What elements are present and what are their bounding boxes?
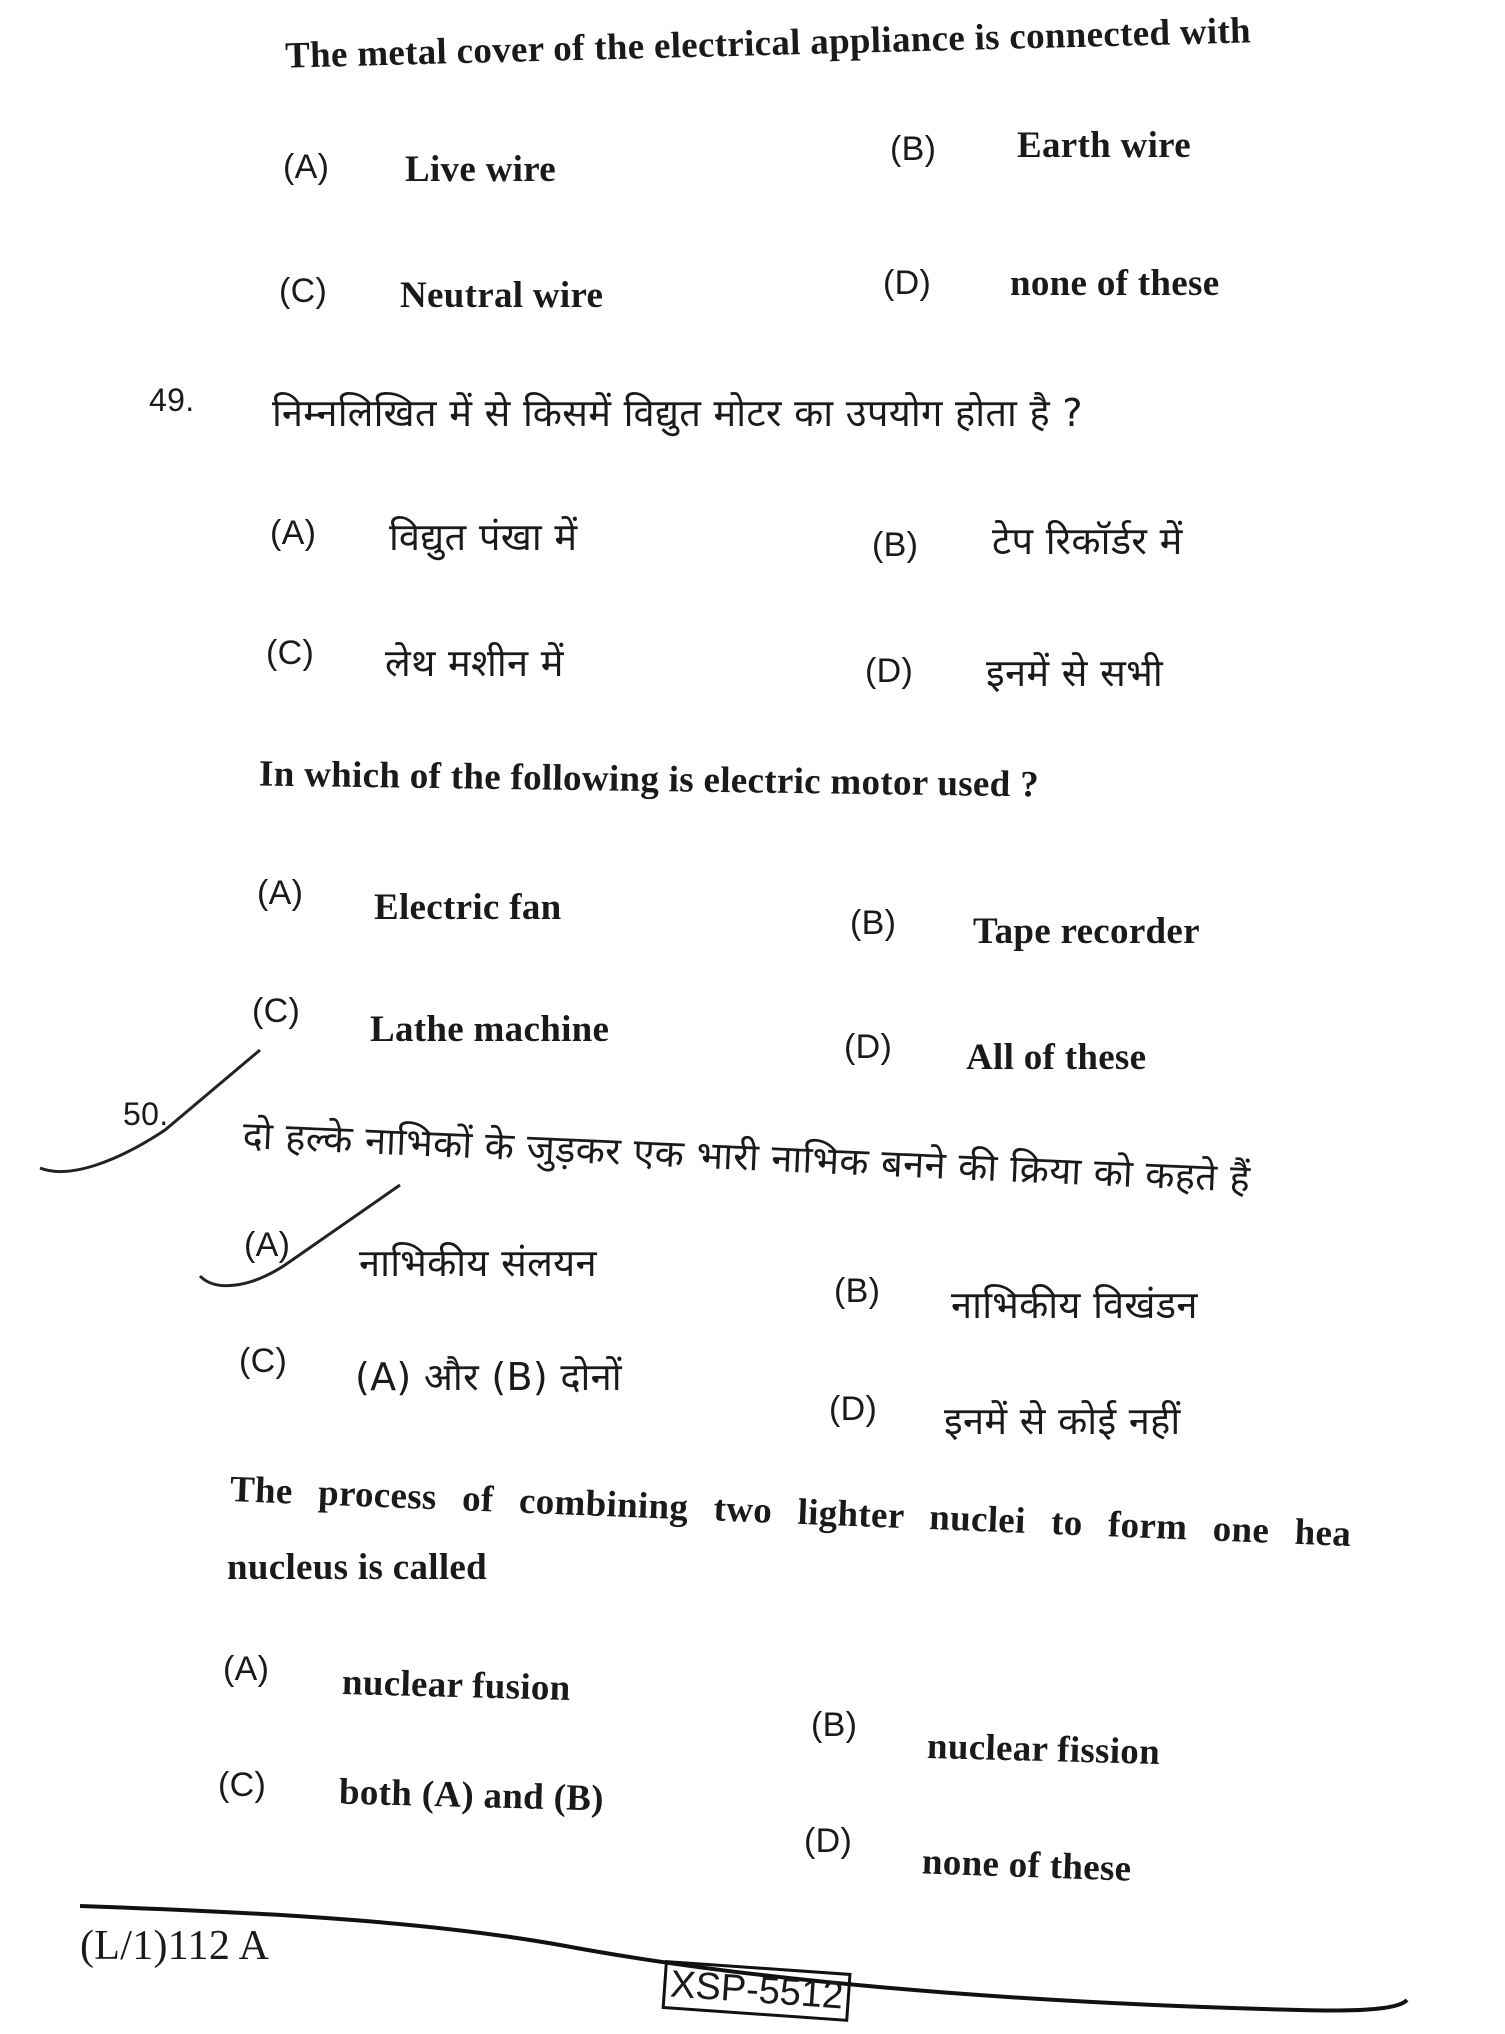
q50-en-option-d: none of these [921, 1841, 1133, 1890]
q49-hi-option-d: इनमें से सभी [986, 651, 1163, 695]
q50-question-english-line1: The process of combining two lighter nuclei to form one hea [229, 1468, 1352, 1555]
q49-hi-option-a: विद्युत पंखा में [389, 515, 578, 559]
q49-en-option-d: All of these [966, 1037, 1147, 1078]
q50-hi-option-a-label: (A) [244, 1226, 291, 1264]
q50-en-option-a-label: (A) [223, 1650, 270, 1688]
q49-question-hindi: निम्नलिखित में से किसमें विद्युत मोटर का उपयोग होता है ? [272, 391, 1083, 435]
q50-en-option-b: nuclear fission [926, 1725, 1161, 1774]
q50-en-option-c-label: (C) [218, 1766, 267, 1804]
q48-option-d-label: (D) [883, 264, 932, 302]
q49-en-option-a-label: (A) [257, 874, 304, 912]
q48-question: The metal cover of the electrical appliance is connected with [284, 10, 1252, 77]
q50-question-english-line2: nucleus is called [227, 1547, 488, 1588]
q49-question-english: In which of the following is electric motor used ? [258, 753, 1040, 806]
q48-option-c-label: (C) [279, 272, 328, 310]
q50-question-hindi: दो हल्के नाभिकों के जुड़कर एक भारी नाभिक बनने की क्रिया को कहते हैं [241, 1112, 1252, 1201]
q49-en-option-b-label: (B) [850, 904, 897, 942]
q49-hi-option-c: लेथ मशीन में [385, 641, 564, 685]
q50-hi-option-c-label: (C) [239, 1342, 288, 1380]
q48-option-c: Neutral wire [400, 275, 604, 316]
paper-code: (L/1)112 A [80, 1923, 270, 1969]
q49-en-option-c-label: (C) [252, 992, 301, 1030]
q50-en-option-b-label: (B) [811, 1706, 858, 1744]
q50-hi-option-d-label: (D) [829, 1390, 878, 1428]
q49-number: 49. [149, 382, 195, 418]
q50-hi-option-b: नाभिकीय विखंडन [951, 1283, 1198, 1327]
q49-hi-option-b-label: (B) [872, 526, 919, 564]
q48-option-b: Earth wire [1017, 125, 1191, 166]
q49-hi-option-d-label: (D) [865, 652, 914, 690]
q49-en-option-a: Electric fan [374, 887, 562, 928]
q50-number: 50. [123, 1096, 169, 1132]
q48-option-d: none of these [1010, 263, 1220, 304]
q50-hi-option-d: इनमें से कोई नहीं [944, 1399, 1181, 1443]
q48-option-a: Live wire [405, 149, 557, 190]
series-code-box: XSP-5512 [662, 1960, 852, 2022]
q49-hi-option-b: टेप रिकॉर्डर में [992, 519, 1183, 563]
q49-hi-option-a-label: (A) [270, 514, 317, 552]
q49-en-option-b: Tape recorder [973, 911, 1200, 952]
q50-hi-option-c: (A) और (B) दोनों [355, 1355, 622, 1399]
q50-en-option-a: nuclear fusion [341, 1662, 572, 1709]
q50-en-option-d-label: (D) [804, 1822, 853, 1860]
q50-hi-option-b-label: (B) [834, 1272, 881, 1310]
q50-hi-option-a: नाभिकीय संलयन [359, 1241, 597, 1285]
q48-option-a-label: (A) [283, 148, 330, 186]
q49-hi-option-c-label: (C) [266, 634, 315, 672]
q49-en-option-c: Lathe machine [370, 1009, 610, 1050]
q49-en-option-d-label: (D) [844, 1028, 893, 1066]
q50-en-option-c: both (A) and (B) [338, 1771, 605, 1820]
q48-option-b-label: (B) [890, 130, 937, 168]
